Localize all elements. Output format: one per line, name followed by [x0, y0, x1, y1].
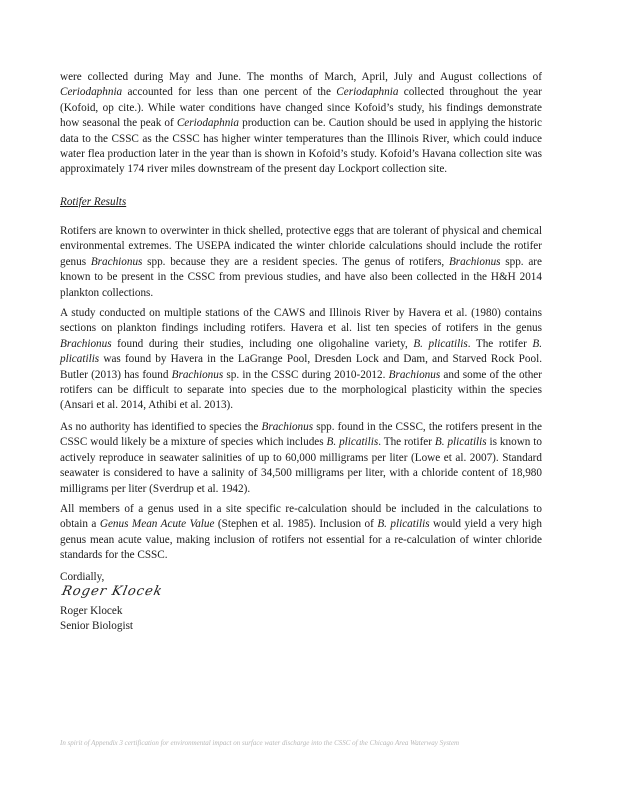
paragraph-genus-members: All members of a genus used in a site specific re-calculation should be included in the calculations to obtain a Genus Mean Acute Value (Stephen et al. 1985). Inclusion of B. plicatilis would yield a very high genus mean acute value, making inclusion of rotifers not essential for a re-calculation of winter chloride standards for the CSSC.	[60, 503, 542, 562]
faded-footer-note: In spirit of Appendix 3 certification for environmental impact on surface water discharge into the CSSC of the Chicago Area Waterway System	[60, 739, 460, 747]
paragraph-rotifers-overwinter: Rotifers are known to overwinter in thick shelled, protective eggs that are tolerant of physical and chemical environmental extremes. The USEPA indicated the winter chloride calculations should include the rotifer genus Brachionus spp. because they are a resident species. The genus of rotifers, Brachionus spp. are known to be present in the CSSC from previous studies, and have also been collected in the H&H 2014 plankton collections.	[60, 225, 542, 299]
section-heading-rotifer-results: Rotifer Results	[60, 196, 127, 208]
handwritten-signature: Roger Klocek	[60, 584, 165, 599]
signer-name: Roger Klocek	[60, 605, 123, 617]
paragraph-no-authority: As no authority has identified to species the Brachionus spp. found in the CSSC, the rotifers present in the CSSC would likely be a mixture of species which includes B. plicatilis. The rotifer B. plicatilis is known to actively reproduce in seawater salinities of up to 60,000 milligrams per liter (Lowe et al. 2007). Standard seawater is considered to have a salinity of 34,500 milligrams per liter, with a chloride content of 18,980 milligrams per liter (Sverdrup et al. 1942).	[60, 421, 542, 495]
closing-salutation: Cordially,	[60, 571, 105, 583]
signer-title: Senior Biologist	[60, 620, 134, 632]
paragraph-havera-study: A study conducted on multiple stations of the CAWS and Illinois River by Havera et al. (1980) contains sections on plankton findings including rotifers. Havera et al. list ten species of rotifers in the genus Brachionus found during their studies, including one oligohaline variety, B. plicatilis. The rotifer B. plicatilis was found by Havera in the LaGrange Pool, Dresden Lock and Dam, and Starved Rock Pool. Butler (2013) has found Brachionus sp. in the CSSC during 2010-2012. Brachionus and some of the other rotifers can be difficult to separate into species due to the morphological plasticity within the species (Ansari et al. 2014, Athibi et al. 2013).	[60, 307, 543, 412]
paragraph-ceriodaphnia: were collected during May and June. The months of March, April, July and August collections of Ceriodaphnia accounted for less than one percent of the Ceriodaphnia collected throughout the year (Kofoid, op cite.). While water conditions have changed since Kofoid’s study, his findings demonstrate how seasonal the peak of Ceriodaphnia production can be. Caution should be used in applying the historic data to the CSSC as the CSSC has higher winter temperatures than the Illinois River, which could induce water flea production later in the year than is shown in Kofoid’s study. Kofoid’s Havana collection site was approximately 174 river miles downstream of the present day Lockport collection site.	[60, 71, 542, 176]
